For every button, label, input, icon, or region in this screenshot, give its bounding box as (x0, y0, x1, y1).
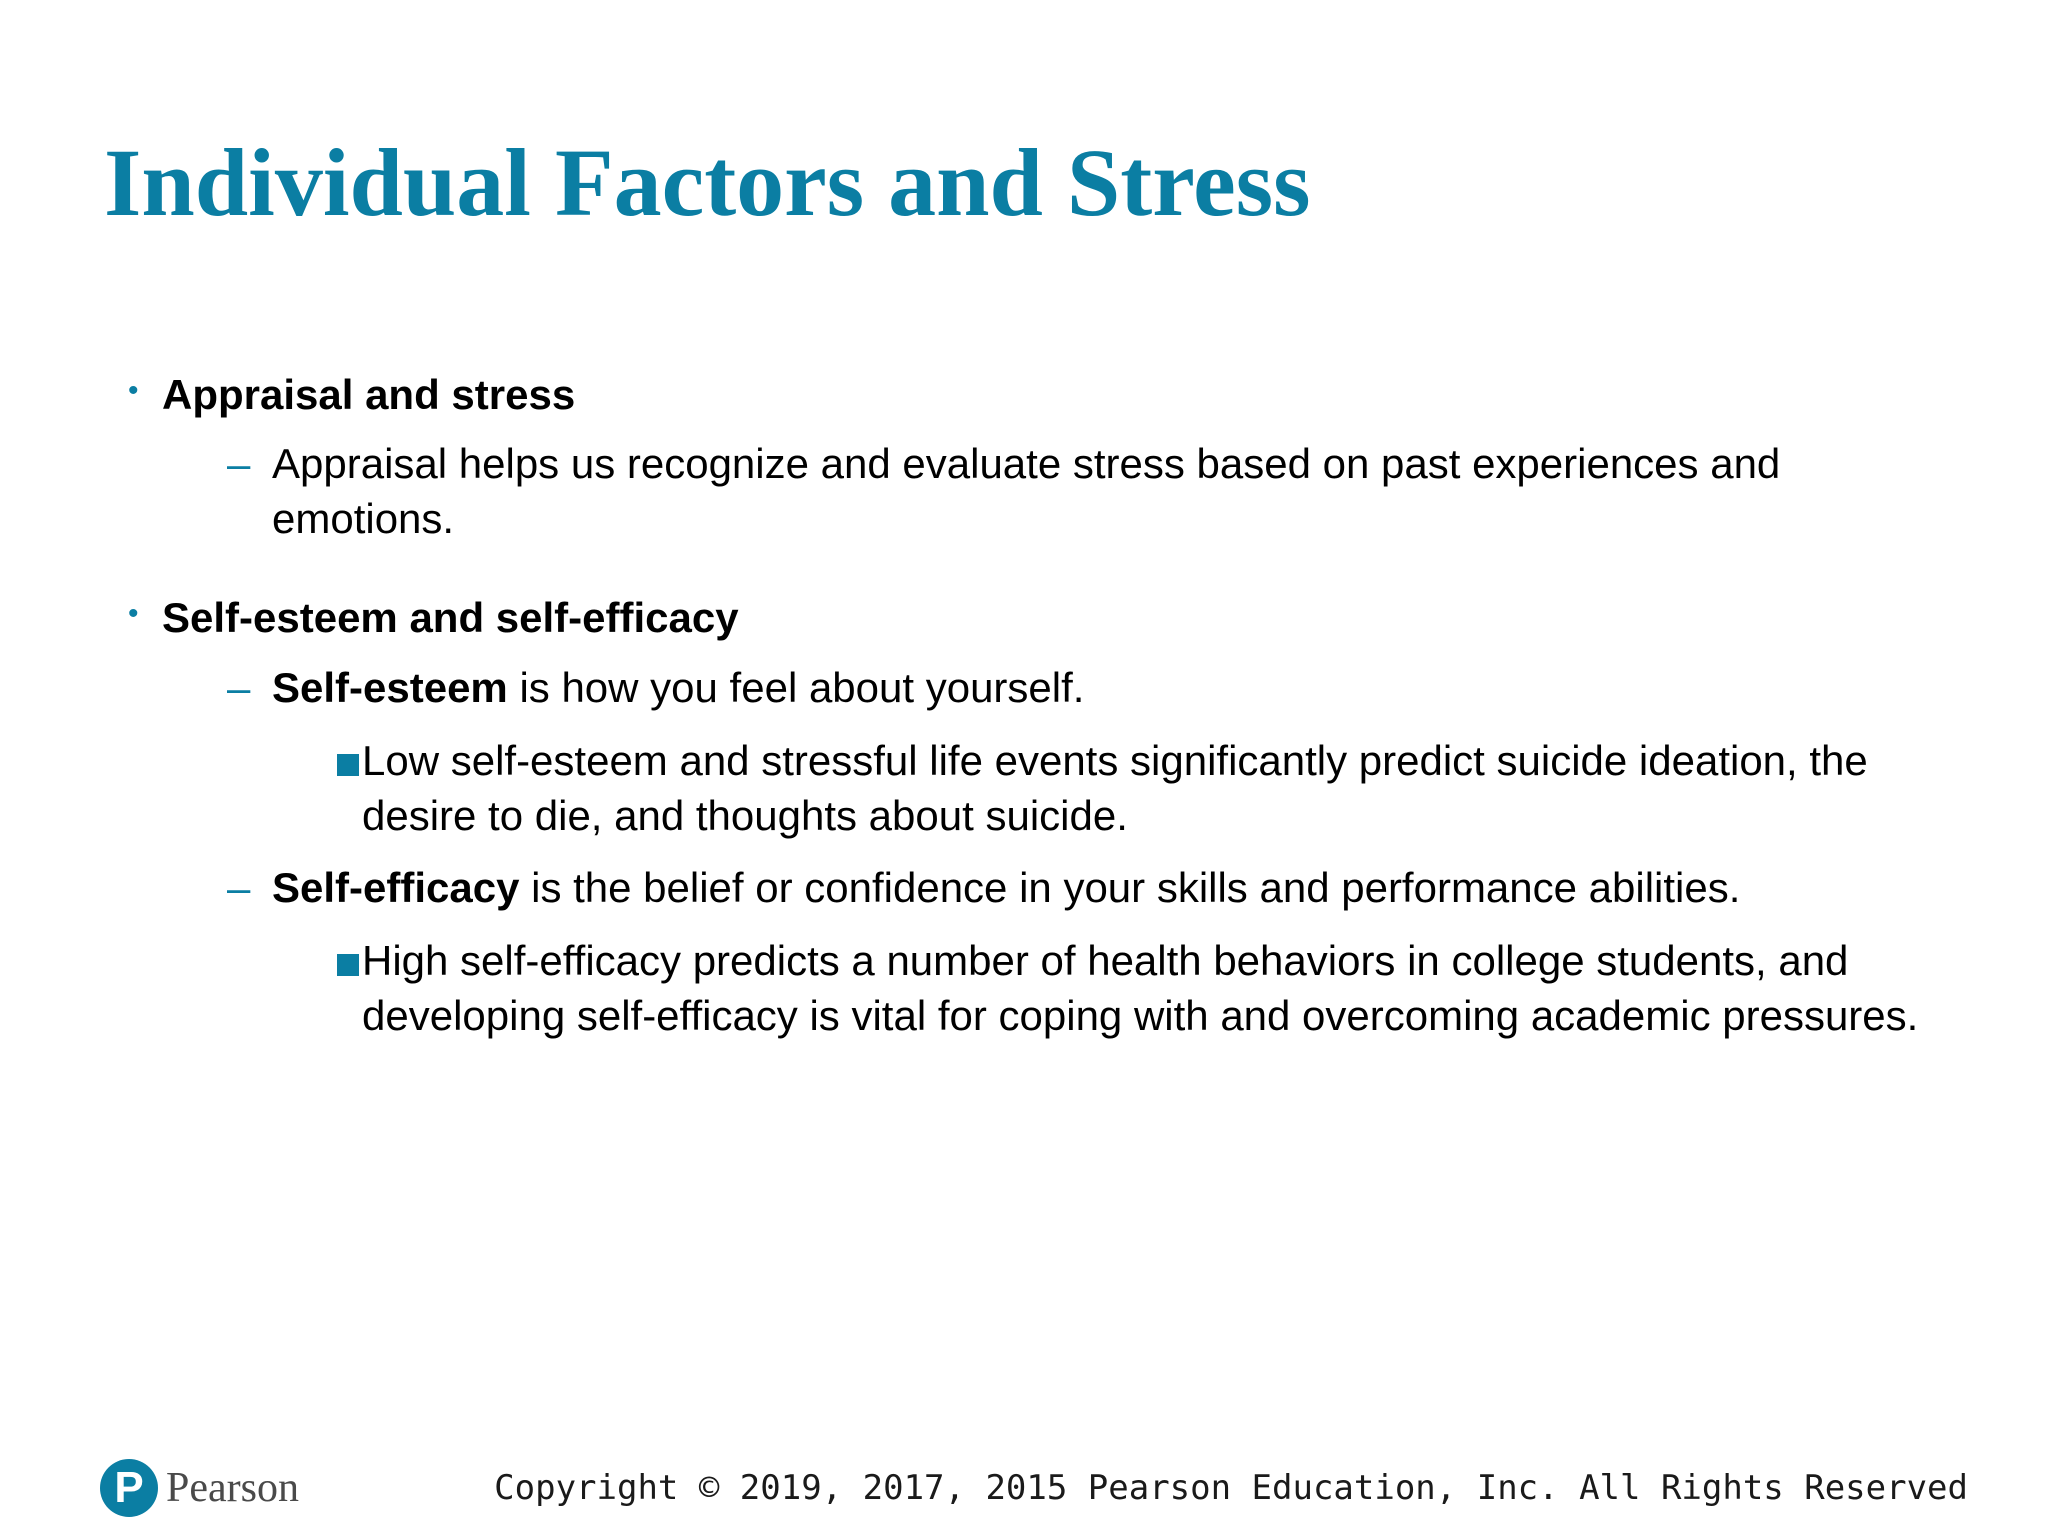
sub-bullet-text: Appraisal helps us recognize and evaluate stress based on past experiences and emotions. (272, 440, 1781, 542)
sub-bullet-self-efficacy (227, 860, 1932, 915)
bullet-heading: Appraisal and stress (162, 371, 576, 418)
copyright-notice: Copyright © 2019, 2017, 2015 Pearson Education, Inc. All Rights Reserved (494, 1468, 1968, 1508)
detail-text: High self-efficacy predicts a number of health behaviors in college students, and developing self-efficacy is vital for coping with and overcoming academic pressures. (362, 937, 1919, 1039)
sub-bullet-text: is how you feel about yourself. (507, 664, 1085, 711)
bullet-heading: Self-esteem and self-efficacy (162, 594, 739, 641)
detail-self-efficacy (362, 933, 1942, 1043)
pearson-logo-icon: P (100, 1459, 158, 1517)
sub-bullet-self-esteem (227, 660, 1932, 715)
detail-text: Low self-esteem and stressful life events significantly predict suicide ideation, the desire to die, and thoughts about suicide. (362, 737, 1868, 839)
term-self-esteem: Self-esteem (272, 664, 508, 711)
square-bullet-icon (337, 954, 359, 976)
pearson-wordmark: Pearson (166, 1465, 299, 1511)
dot-bullet-icon: • (128, 374, 139, 407)
bullet-appraisal (128, 367, 576, 423)
sub-bullet-text: is the belief or confidence in your skills and performance abilities. (519, 864, 1741, 911)
bullet-self-esteem-efficacy (128, 590, 739, 646)
dash-bullet-icon: – (227, 664, 251, 711)
pearson-logo (100, 1456, 299, 1520)
dot-bullet-icon: • (128, 597, 139, 630)
square-bullet-icon (337, 754, 359, 776)
slide-title: Individual Factors and Stress (104, 129, 1311, 236)
term-self-efficacy: Self-efficacy (272, 864, 520, 911)
dash-bullet-icon: – (227, 864, 251, 911)
sub-bullet-appraisal (227, 436, 1932, 546)
detail-self-esteem (362, 733, 1942, 843)
dash-bullet-icon: – (227, 440, 251, 487)
